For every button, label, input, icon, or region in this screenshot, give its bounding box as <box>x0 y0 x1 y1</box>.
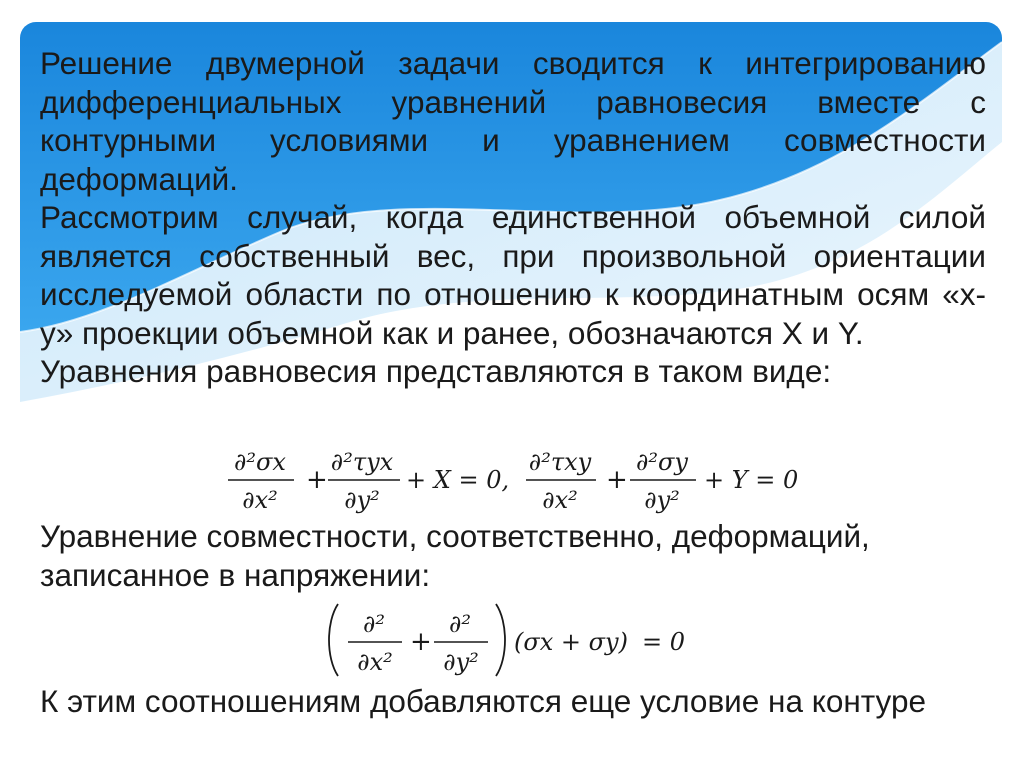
eq2-frac2-num: ∂² <box>448 610 472 638</box>
eq1-rhs1: + X = 0, <box>406 466 510 494</box>
contour-paragraph: К этим соотношениям добавляются еще условие на контуре <box>40 683 926 719</box>
svg-text:+: + <box>410 627 432 657</box>
eq2-frac1-num: ∂² <box>362 610 386 638</box>
svg-text:+: + <box>606 465 628 495</box>
equilibrium-equation <box>210 436 810 516</box>
eq1-frac4-den: ∂y² <box>644 486 680 514</box>
body-paragraph-text: Рассмотрим случай, когда единственной объемной силой является собственный вес, при произвольной ориентации исследуемой области по отношению к координатным осям «x-y» проекции объемной как и ранее, обозначаются X и Y. <box>40 199 986 351</box>
eq1-frac3-den: ∂x² <box>542 486 578 514</box>
eq1-frac3-num: ∂²τxy <box>528 448 592 476</box>
slide-frame <box>20 22 1002 767</box>
body-paragraph-last-line: Уравнения равновесия представляются в таком виде: <box>40 353 832 389</box>
body-paragraph <box>40 198 986 391</box>
eq1-frac2-den: ∂y² <box>344 486 380 514</box>
eq1-frac4-num: ∂²σy <box>636 448 688 476</box>
eq2-frac1-den: ∂x² <box>357 648 393 676</box>
eq1-frac1-den: ∂x² <box>242 486 278 514</box>
svg-text:+: + <box>306 465 328 495</box>
eq1-frac2-num: ∂²τyx <box>330 448 394 476</box>
eq2-frac2-den: ∂y² <box>443 648 479 676</box>
eq2-sum: (σx + σy) <box>514 628 628 656</box>
intro-paragraph: Решение двумерной задачи сводится к интегрированию дифференциальных уравнений равновесия вместе с контурными условиями и уравнением совместности деформаций. <box>40 45 986 197</box>
compatibility-paragraph: Уравнение совместности, соответственно, деформаций, записанное в напряжении: <box>40 518 870 593</box>
eq1-rhs2: + Y = 0 <box>704 466 799 494</box>
eq1-frac1-num: ∂²σx <box>234 448 286 476</box>
eq2-rhs: = 0 <box>642 628 686 656</box>
compatibility-equation <box>324 598 704 682</box>
